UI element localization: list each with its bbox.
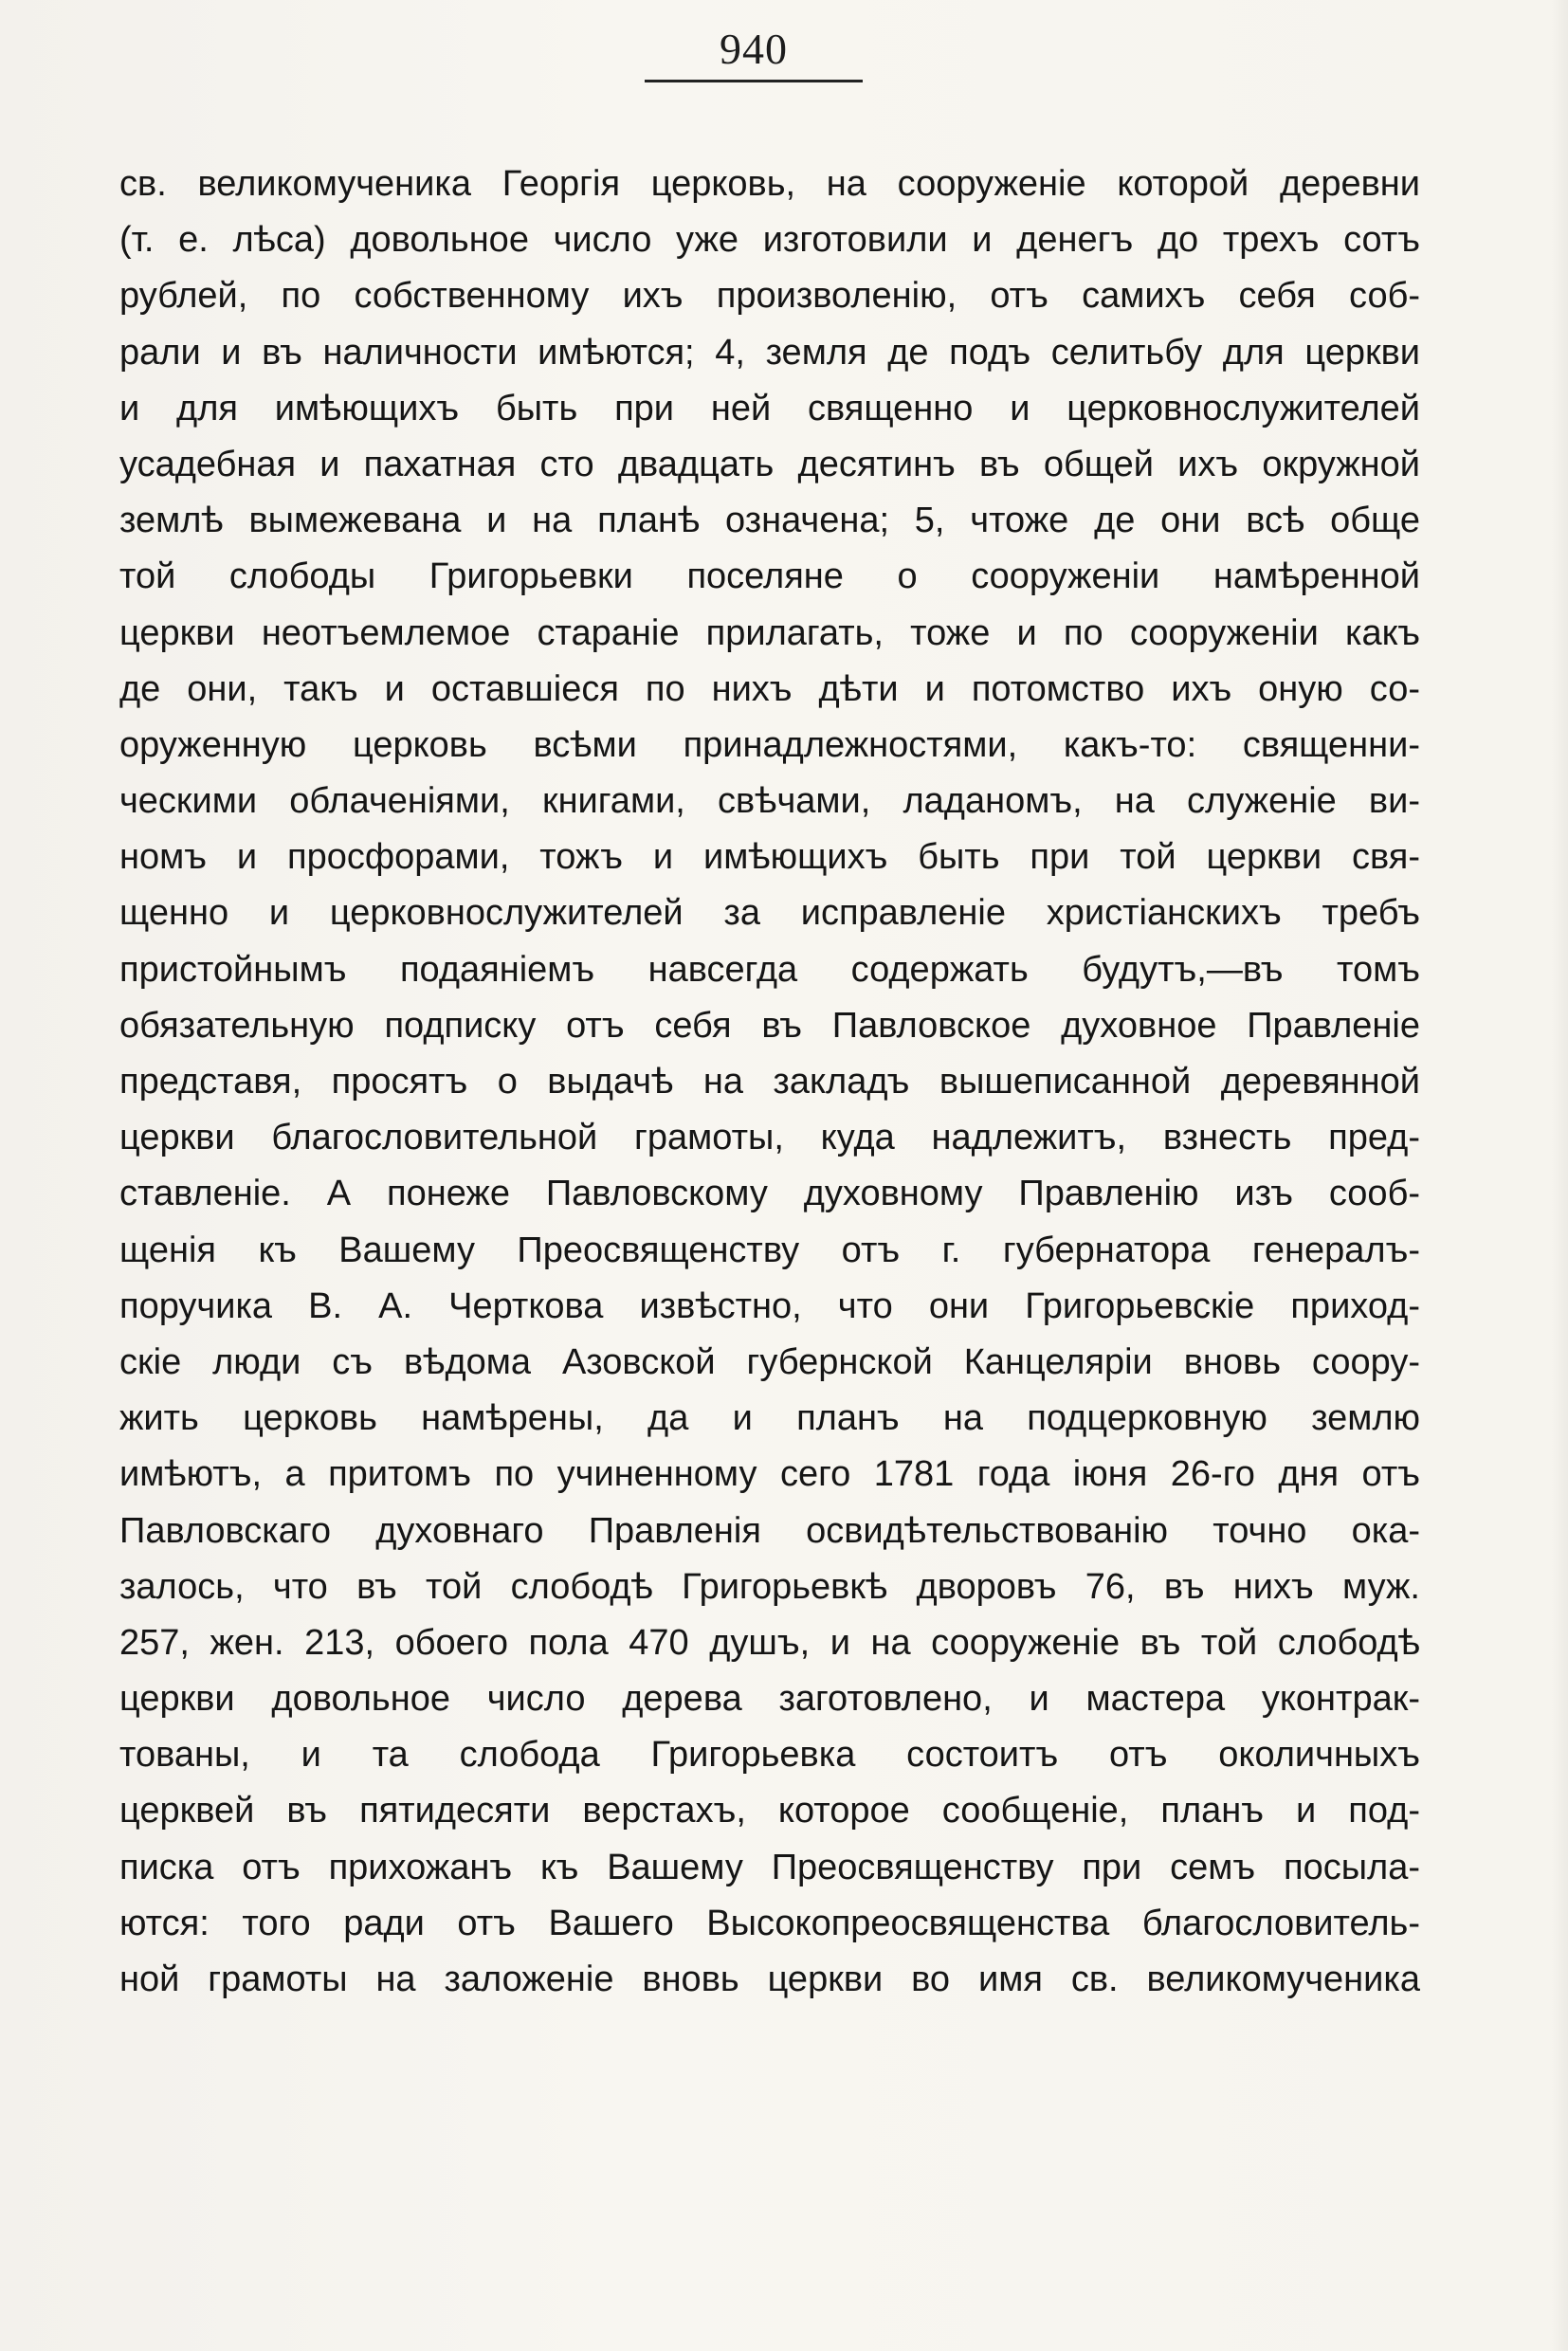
text-line: церкви благословительной грамоты, куда надлежитъ, взнесть пред- — [119, 1118, 1420, 1158]
text-line: ставленіе. А понеже Павловскому духовному Правленію изъ сооб- — [119, 1174, 1420, 1214]
text-line: щенія къ Вашему Преосвященству отъ г. губернатора генералъ- — [119, 1230, 1420, 1270]
text-line: церкви неотъемлемое стараніе прилагать, тоже и по сооруженіи какъ — [119, 612, 1420, 653]
text-line: землѣ вымежевана и на планѣ означена; 5, чтоже де они всѣ обще — [119, 501, 1420, 541]
text-line: рали и въ наличности имѣются; 4, земля де подъ селитьбу для церкви — [119, 332, 1420, 373]
text-line: тованы, и та слобода Григорьевка состоитъ отъ околичныхъ — [119, 1735, 1420, 1776]
text-line: де они, такъ и оставшіеся по нихъ дѣти и потомство ихъ оную со- — [119, 668, 1420, 709]
text-line: ной грамоты на заложеніе вновь церкви во имя св. великомученика — [119, 1959, 1420, 1999]
text-line: рублей, по собственному ихъ произволенію, отъ самихъ себя соб- — [119, 276, 1420, 317]
page-number: 940 — [720, 25, 788, 73]
text-line: 257, жен. 213, обоего пола 470 душъ, и на сооруженіе въ той слободѣ — [119, 1622, 1420, 1663]
text-line: жить церковь намѣрены, да и планъ на подцерковную землю — [119, 1398, 1420, 1439]
text-line: церквей въ пятидесяти верстахъ, которое сообщеніе, планъ и под- — [119, 1791, 1420, 1832]
body-text — [119, 156, 1420, 2008]
text-line: оруженную церковь всѣми принадлежностями, какъ-то: священни- — [119, 724, 1420, 765]
text-line: скіе люди съ вѣдома Азовской губернской Канцеляріи вновь соору- — [119, 1341, 1420, 1382]
text-line: церкви довольное число дерева заготовлено, и мастера уконтрак- — [119, 1679, 1420, 1720]
text-line: щенно и церковнослужителей за исправленіе христіанскихъ требъ — [119, 893, 1420, 934]
text-line: (т. е. лѣса) довольное число уже изготовили и денегъ до трехъ сотъ — [119, 220, 1420, 261]
header-rule — [645, 80, 863, 82]
text-line: св. великомученика Георгія церковь, на сооруженіе которой деревни — [119, 164, 1420, 204]
text-line: поручика В. А. Черткова извѣстно, что они Григорьевскіе приход- — [119, 1285, 1420, 1326]
page-edge-shadow — [1551, 0, 1568, 2351]
text-line: той слободы Григорьевки поселяне о сооруженіи намѣренной — [119, 556, 1420, 597]
text-line: залось, что въ той слободѣ Григорьевкѣ дворовъ 76, въ нихъ муж. — [119, 1566, 1420, 1607]
text-line: представя, просятъ о выдачѣ на закладъ вышеписанной деревянной — [119, 1062, 1420, 1102]
page-header — [645, 21, 863, 82]
text-line: ческими облаченіями, книгами, свѣчами, ладаномъ, на служеніе ви- — [119, 781, 1420, 822]
text-line: Павловскаго духовнаго Правленія освидѣтельствованію точно ока- — [119, 1510, 1420, 1551]
text-line: номъ и просфорами, тожъ и имѣющихъ быть при той церкви свя- — [119, 837, 1420, 878]
text-line: пристойнымъ подаяніемъ навсегда содержать будутъ,—въ томъ — [119, 949, 1420, 990]
text-line: и для имѣющихъ быть при ней священно и церковнослужителей — [119, 388, 1420, 428]
text-line: ются: того ради отъ Вашего Высокопреосвященства благословитель- — [119, 1903, 1420, 1943]
text-line: усадебная и пахатная сто двадцать десятинъ въ общей ихъ окружной — [119, 444, 1420, 484]
text-line: обязательную подписку отъ себя въ Павловское духовное Правленіе — [119, 1005, 1420, 1046]
text-line: имѣютъ, а притомъ по учиненному сего 1781 года іюня 26-го дня отъ — [119, 1454, 1420, 1495]
text-line: писка отъ прихожанъ къ Вашему Преосвященству при семъ посыла- — [119, 1847, 1420, 1887]
